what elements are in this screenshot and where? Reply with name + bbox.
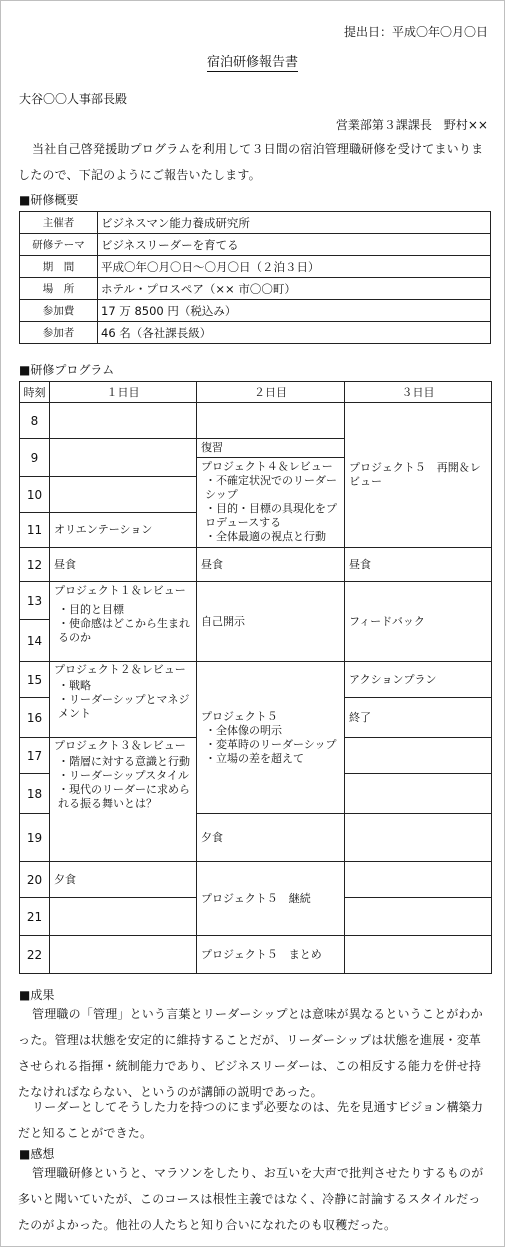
day1-dinner: 夕食 [50, 862, 197, 898]
overview-heading: ■研修概要 [19, 193, 79, 207]
hour-cell: 21 [20, 898, 50, 936]
program-heading: ■研修プログラム [19, 363, 115, 377]
overview-label: 研修テーマ [20, 234, 98, 256]
results-paragraph-1: 管理職の「管理」という言葉とリーダーシップとは意味が異なるということがわかった。管理は状態を安定的に維持することだが、リーダーシップは状態を進展・変革させられる指揮・統制能力であり、ビジネスリーダーは、この相反する能力を併せ持たなければならない、というのが講師の説明であった。 [18, 1007, 483, 1099]
day3-empty-cell [345, 898, 492, 936]
day1-project1-item: ・使命感はどこから生まれるのか [58, 617, 190, 644]
day1-project1 [50, 582, 197, 662]
day2-project4-item: ・不確定状況でのリーダーシップ [205, 474, 337, 501]
day3-empty-cell [345, 814, 492, 862]
day3-action-plan: アクションプラン [345, 662, 492, 698]
hour-cell: 19 [20, 814, 50, 862]
overview-value: ホテル・プロスペア（×× 市〇〇町） [98, 278, 491, 300]
hour-cell: 13 [20, 582, 50, 620]
results-paragraph-2: リーダーとしてそうした力を持つのにまず必要なのは、先を見通すビジョン構築力だと知ることができた。 [18, 1100, 484, 1140]
day1-empty-cell [50, 403, 197, 439]
submission-date: 提出日：平成〇年〇月〇日 [343, 25, 488, 39]
day2-project5-summary: プロジェクト５ まとめ [197, 936, 345, 974]
overview-value: 17 万 8500 円（税込み） [98, 300, 491, 322]
day1-empty-cell [50, 477, 197, 513]
sender: 営業部第３課課長 野村×× [335, 118, 488, 132]
overview-value: ビジネスマン能力養成研究所 [98, 212, 491, 234]
results-heading: ■成果 [19, 988, 55, 1002]
program-table [19, 381, 492, 974]
day2-lunch: 昼食 [197, 548, 345, 582]
day2-dinner: 夕食 [197, 814, 345, 862]
hour-cell: 9 [20, 439, 50, 477]
overview-row [20, 212, 491, 234]
day1-orientation: オリエンテーション [50, 513, 197, 548]
day1-project2-title: プロジェクト２＆レビュー [54, 663, 186, 676]
overview-label: 主催者 [20, 212, 98, 234]
day3-empty-cell [345, 936, 492, 974]
day1-project2-item: ・戦略 [58, 679, 91, 692]
day2-project5-item: ・全体像の明示 [205, 723, 282, 737]
day2-project5-item: ・変革時のリーダーシップ [205, 737, 337, 751]
day1-project2-item: ・リーダーシップとマネジメント [58, 693, 190, 720]
column-header-day1: １日目 [50, 382, 197, 403]
hour-cell: 8 [20, 403, 50, 439]
day1-empty-cell [50, 439, 197, 477]
overview-row [20, 278, 491, 300]
hour-cell: 17 [20, 738, 50, 774]
day2-project5-continue: プロジェクト５ 継続 [197, 862, 345, 936]
hour-cell: 15 [20, 662, 50, 698]
hour-cell: 14 [20, 620, 50, 662]
day3-end: 終了 [345, 698, 492, 738]
day2-project5-title: プロジェクト５ [201, 709, 278, 723]
day1-empty-cell [50, 898, 197, 936]
day2-project4-item: ・全体最適の視点と行動 [205, 530, 326, 543]
day3-lunch: 昼食 [345, 548, 492, 582]
overview-value: 46 名（各社課長級） [98, 322, 491, 344]
hour-cell: 12 [20, 548, 50, 582]
day3-project5-resume: プロジェクト５ 再開＆レビュー [345, 403, 492, 548]
day1-project1-title: プロジェクト１＆レビュー [54, 584, 186, 597]
day1-project3-title: プロジェクト３＆レビュー [54, 739, 186, 752]
day2-project4-title: プロジェクト４＆レビュー [201, 460, 333, 473]
intro-paragraph: 当社自己啓発援助プログラムを利用して３日間の宿泊管理職研修を受けてまいりましたので、下記のようにご報告いたします。 [18, 142, 484, 182]
impressions-heading: ■感想 [19, 1147, 55, 1161]
overview-label: 参加費 [20, 300, 98, 322]
day1-project3-item: ・リーダーシップスタイル [58, 769, 189, 782]
day1-project3-item: ・階層に対する意識と行動 [58, 755, 190, 768]
overview-row [20, 256, 491, 278]
program-header-row [20, 382, 492, 403]
day2-project5-item: ・立場の差を超えて [205, 751, 304, 765]
overview-label: 期 間 [20, 256, 98, 278]
overview-value: 平成〇年〇月〇日～〇月〇日（２泊３日） [98, 256, 491, 278]
impressions-paragraph: 管理職研修というと、マラソンをしたり、お互いを大声で批判させたりするものが多いと聞いていたが、このコースは根性主義ではなく、冷静に討論するスタイルだったのがよかった。他社の人たちと知り合いになれたのも収穫だった。 [18, 1166, 484, 1232]
overview-row [20, 322, 491, 344]
hour-cell: 20 [20, 862, 50, 898]
hour-cell: 10 [20, 477, 50, 513]
day1-project3 [50, 738, 197, 862]
day2-project5 [197, 662, 345, 814]
addressee: 大谷〇〇人事部長殿 [19, 92, 128, 106]
overview-row [20, 234, 491, 256]
column-header-time: 時刻 [20, 382, 50, 403]
day1-empty-cell [50, 936, 197, 974]
hour-cell: 18 [20, 774, 50, 814]
overview-value: ビジネスリーダーを育てる [98, 234, 491, 256]
column-header-day2: ２日目 [197, 382, 345, 403]
day2-empty-cell [197, 403, 345, 439]
hour-cell: 22 [20, 936, 50, 974]
document-title: 宿泊研修報告書 [206, 55, 298, 70]
day2-project4-item: ・目的・目標の具現化をプロデュースする [205, 502, 337, 529]
overview-label: 場 所 [20, 278, 98, 300]
day2-self-disclosure: 自己開示 [197, 582, 345, 662]
day2-project4 [197, 439, 345, 548]
hour-cell: 11 [20, 513, 50, 548]
overview-row [20, 300, 491, 322]
day1-project3-item: ・現代のリーダーに求められる振る舞いとは？ [58, 783, 190, 810]
day3-empty-cell [345, 738, 492, 774]
overview-table [19, 211, 491, 344]
day2-review: 復習 [197, 439, 344, 458]
overview-label: 参加者 [20, 322, 98, 344]
day3-empty-cell [345, 862, 492, 898]
day3-feedback: フィードバック [345, 582, 492, 662]
day1-lunch: 昼食 [50, 548, 197, 582]
hour-cell: 16 [20, 698, 50, 738]
day1-project1-item: ・目的と目標 [58, 603, 124, 616]
day1-project2 [50, 662, 197, 738]
column-header-day3: ３日目 [345, 382, 492, 403]
day3-empty-cell [345, 774, 492, 814]
